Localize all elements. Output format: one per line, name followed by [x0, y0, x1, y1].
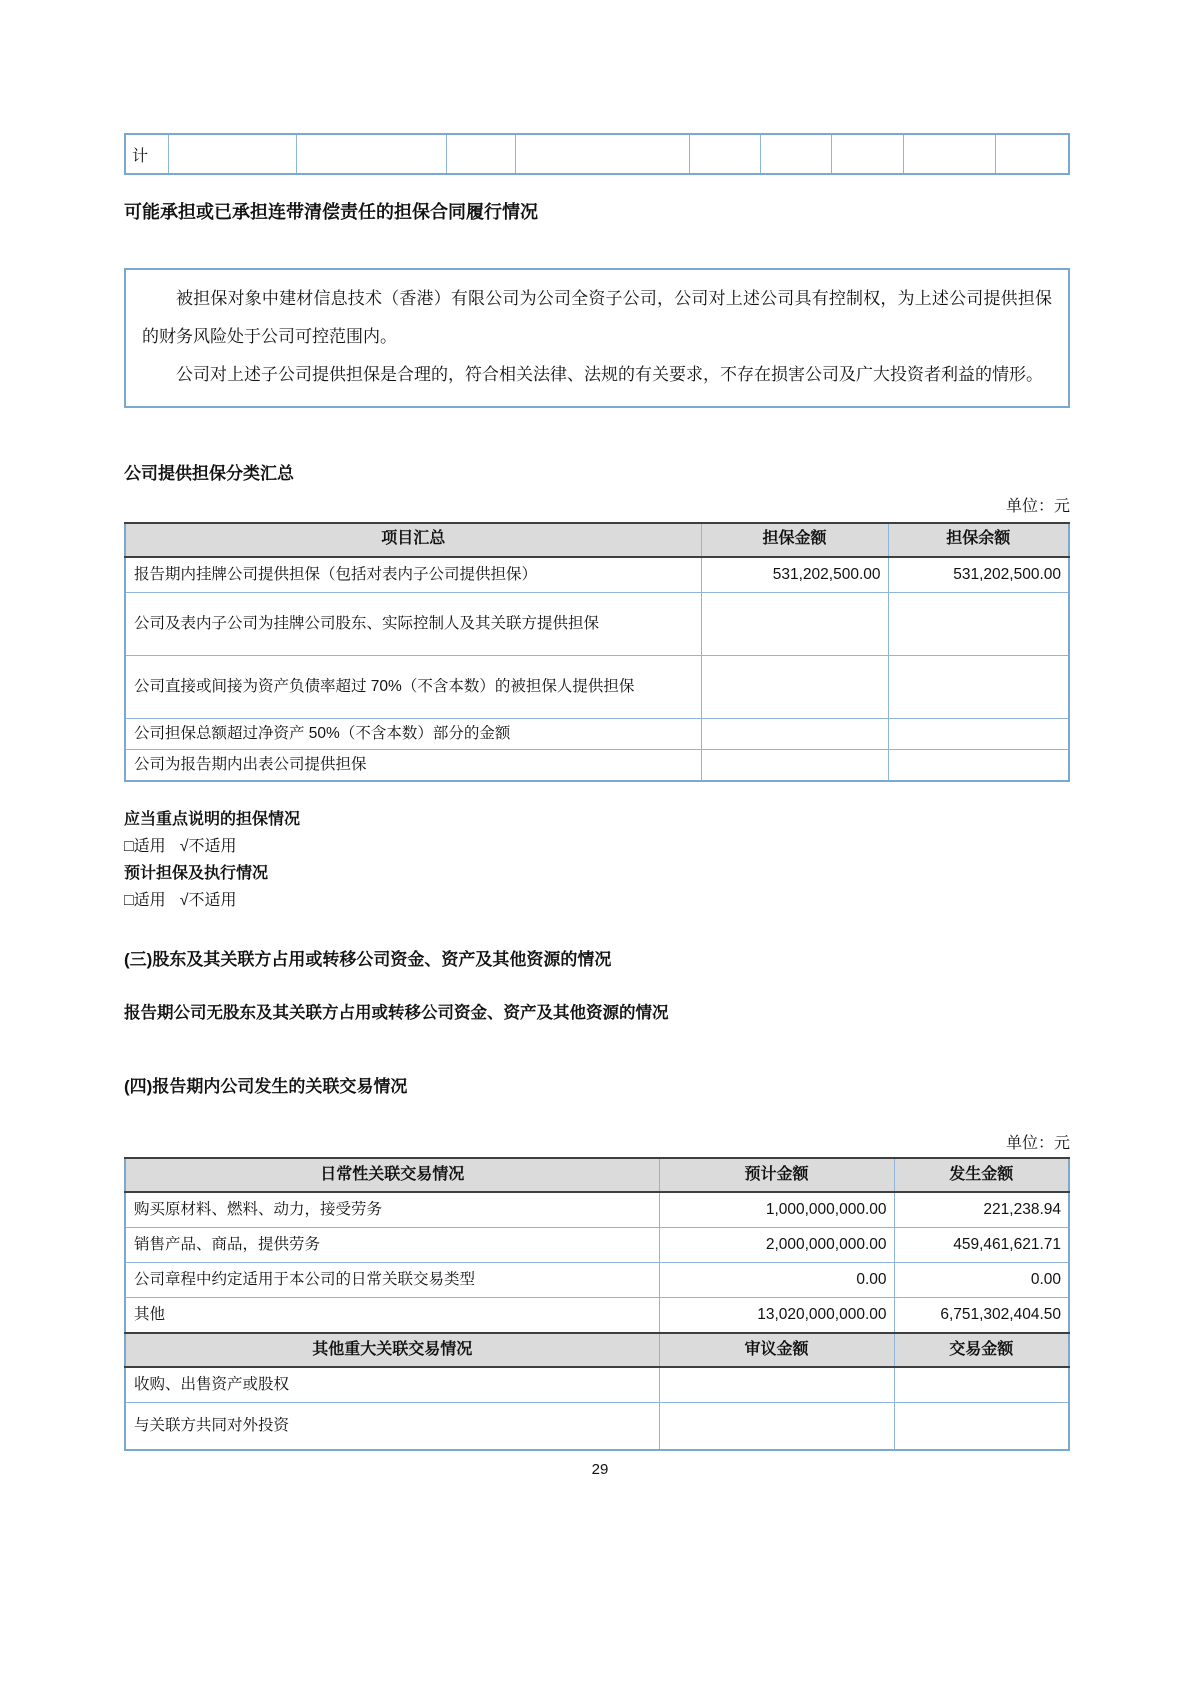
expected-amount-cell: 2,000,000,000.00: [659, 1228, 894, 1263]
row-label-cell: 购买原材料、燃料、动力，接受劳务: [125, 1192, 659, 1228]
amount-cell: [701, 592, 888, 655]
balance-cell: [888, 718, 1069, 749]
amount-cell: [701, 655, 888, 718]
table-row: [125, 557, 1069, 593]
check-mark-icon: √: [179, 891, 189, 909]
column-header: 预计金额: [659, 1158, 894, 1192]
amount-cell: 531,202,500.00: [701, 557, 888, 593]
row-label-cell: 公司为报告期内出表公司提供担保: [125, 749, 701, 781]
empty-cell: [995, 134, 1069, 174]
empty-cell: [515, 134, 689, 174]
statement-paragraph: 公司对上述子公司提供担保是合理的，符合相关法律、法规的有关要求，不存在损害公司及广大投资者利益的情形。: [176, 365, 1043, 385]
column-header: 担保金额: [701, 523, 888, 557]
balance-cell: 531,202,500.00: [888, 557, 1069, 593]
actual-amount-cell: 6,751,302,404.50: [894, 1298, 1069, 1334]
actual-amount-cell: 459,461,621.71: [894, 1228, 1069, 1263]
row-label-cell: 报告期内挂牌公司提供担保（包括对表内子公司提供担保）: [125, 557, 701, 593]
row-label-cell: 公司担保总额超过净资产 50%（不含本数）部分的金额: [125, 718, 701, 749]
empty-cell: [903, 134, 995, 174]
column-header: 日常性关联交易情况: [125, 1158, 659, 1192]
row-label-cell: 其他: [125, 1298, 659, 1334]
checkbox-unchecked-icon: □: [124, 837, 134, 855]
row-label-cell: 销售产品、商品，提供劳务: [125, 1228, 659, 1263]
page-number: 29: [591, 1461, 609, 1478]
option-label-applicable: 适用: [133, 891, 166, 909]
section-heading-guarantee-contract: 可能承担或已承担连带清偿责任的担保合同履行情况: [124, 202, 538, 222]
balance-cell: [888, 592, 1069, 655]
reviewed-amount-cell: [659, 1367, 894, 1403]
option-label-not-applicable: 不适用: [188, 891, 237, 909]
empty-cell: [760, 134, 831, 174]
related-transactions-table: [124, 1157, 1070, 1451]
unit-label: 单位：元: [1005, 1135, 1070, 1153]
column-header: 项目汇总: [125, 523, 701, 557]
table-row: [125, 749, 1069, 781]
option-label-not-applicable: 不适用: [188, 837, 237, 855]
balance-cell: [888, 655, 1069, 718]
note-title-expected-guarantees: 预计担保及执行情况: [124, 864, 269, 882]
guarantee-summary-table: [124, 522, 1070, 782]
row-label-cell: 与关联方共同对外投资: [125, 1403, 659, 1451]
table-row: [125, 592, 1069, 655]
section-heading-four: (四)报告期内公司发生的关联交易情况: [124, 1077, 408, 1097]
note-title-key-guarantees: 应当重点说明的担保情况: [124, 810, 301, 828]
row-label-cell: 公司及表内子公司为挂牌公司股东、实际控制人及其关联方提供担保: [125, 592, 701, 655]
column-header: 其他重大关联交易情况: [125, 1333, 659, 1367]
amount-cell: [701, 749, 888, 781]
table-row: [125, 718, 1069, 749]
row-label-cell: 收购、出售资产或股权: [125, 1367, 659, 1403]
unit-label: 单位：元: [1005, 498, 1070, 516]
expected-amount-cell: 1,000,000,000.00: [659, 1192, 894, 1228]
empty-cell: [831, 134, 903, 174]
check-mark-icon: √: [179, 837, 189, 855]
table-row: [125, 1298, 1069, 1334]
balance-cell: [888, 749, 1069, 781]
actual-amount-cell: 0.00: [894, 1263, 1069, 1298]
column-header: 发生金额: [894, 1158, 1069, 1192]
table-row: [125, 1403, 1069, 1451]
amount-cell: [701, 718, 888, 749]
column-header: 交易金额: [894, 1333, 1069, 1367]
empty-cell: [446, 134, 515, 174]
checkbox-unchecked-icon: □: [124, 891, 134, 909]
guarantee-statement-box: [124, 268, 1070, 408]
table-row: [125, 1263, 1069, 1298]
column-header: 担保余额: [888, 523, 1069, 557]
section-three-statement: 报告期公司无股东及其关联方占用或转移公司资金、资产及其他资源的情况: [124, 1003, 669, 1022]
total-row-label-cell: 计: [125, 134, 168, 174]
column-header: 审议金额: [659, 1333, 894, 1367]
statement-paragraph: 被担保对象中建材信息技术（香港）有限公司为公司全资子公司，公司对上述公司具有控制权，为上述公司提供担保的财务风险处于公司可控范围内。: [142, 289, 1052, 347]
transaction-amount-cell: [894, 1367, 1069, 1403]
note-options: [124, 891, 1070, 911]
note-options: [124, 837, 1070, 857]
table-row: [125, 1228, 1069, 1263]
row-label-cell: 公司直接或间接为资产负债率超过 70%（不含本数）的被担保人提供担保: [125, 655, 701, 718]
option-label-applicable: 适用: [133, 837, 166, 855]
table-subheader-row: [125, 1333, 1069, 1367]
empty-cell: [296, 134, 446, 174]
expected-amount-cell: 0.00: [659, 1263, 894, 1298]
carryover-table: [124, 133, 1070, 175]
table-header-row: [125, 1158, 1069, 1192]
table-row: [125, 1192, 1069, 1228]
reviewed-amount-cell: [659, 1403, 894, 1451]
row-label-cell: 公司章程中约定适用于本公司的日常关联交易类型: [125, 1263, 659, 1298]
table-row: [125, 1367, 1069, 1403]
section-heading-guarantee-summary: 公司提供担保分类汇总: [124, 464, 294, 484]
expected-amount-cell: 13,020,000,000.00: [659, 1298, 894, 1334]
empty-cell: [689, 134, 760, 174]
table-row: [125, 655, 1069, 718]
transaction-amount-cell: [894, 1403, 1069, 1451]
table-header-row: [125, 523, 1069, 557]
section-heading-three: (三)股东及其关联方占用或转移公司资金、资产及其他资源的情况: [124, 949, 612, 969]
table-row: [125, 134, 1069, 174]
empty-cell: [168, 134, 296, 174]
actual-amount-cell: 221,238.94: [894, 1192, 1069, 1228]
